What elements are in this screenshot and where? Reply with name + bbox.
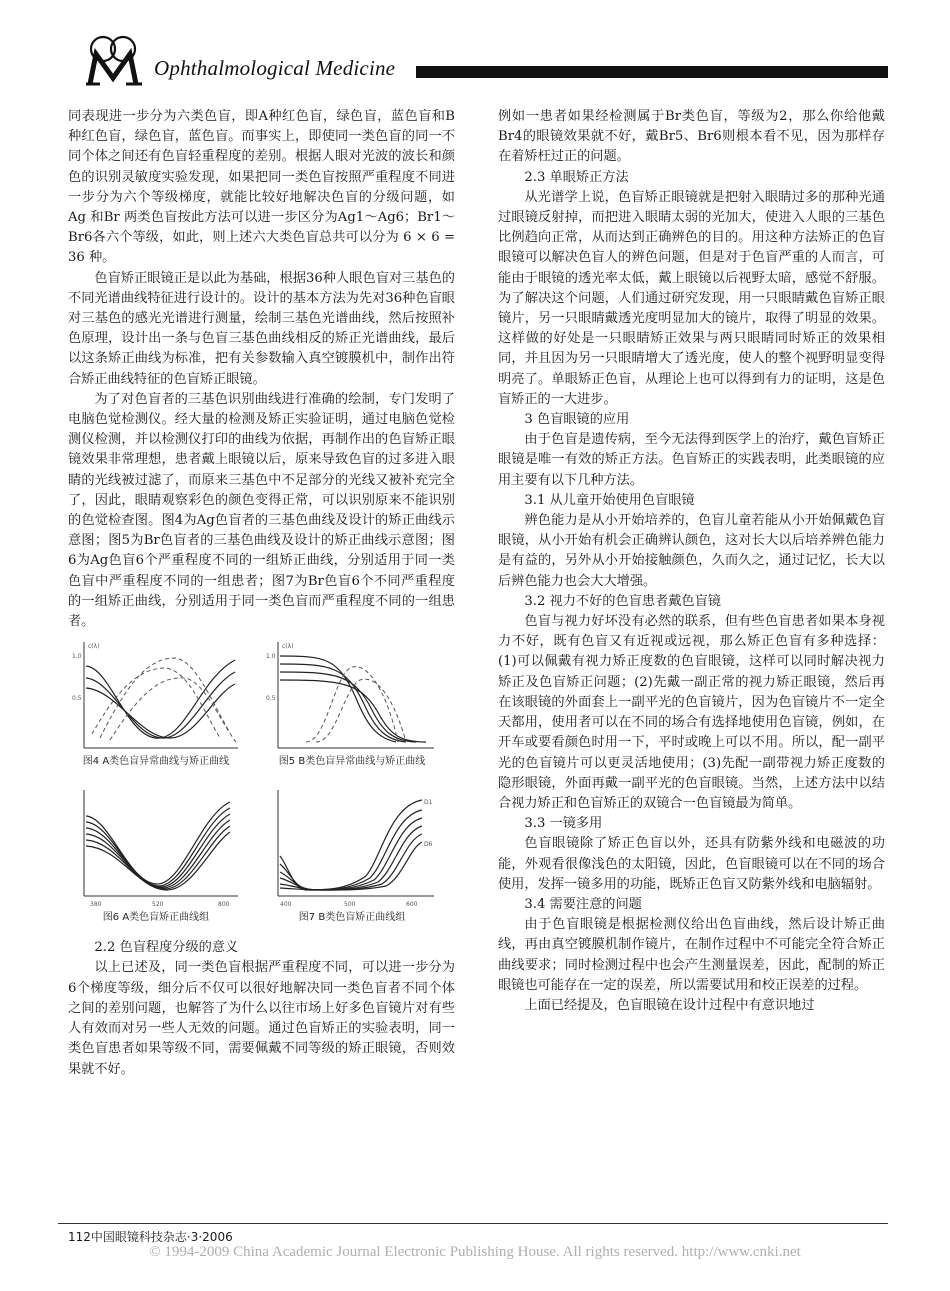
section-heading: 3.4 需要注意的问题 (524, 896, 642, 912)
section-heading: 2.2 色盲程度分级的意义 (94, 940, 239, 956)
figure-7-caption: 图7 B类色盲矫正曲线组 (298, 912, 406, 924)
svg-text:D1: D1 (424, 799, 433, 807)
svg-text:600: 600 (406, 901, 418, 909)
paragraph: 同表现进一步分为六类色盲，即A种红色盲，绿色盲，蓝色盲和B种红色盲，绿色盲，蓝色盲。而事实上，即使同一类色盲的同一不同个体之间还有色盲轻重程度的差别。根据人眼对光波的波长和颜色的识别灵敏度实验发现，如果把同一类色盲按照严重程度不同进一步分为六个等级梯度，就能比较好地解决色盲的分级问题，如Ag 和Br 两类色盲按此方法可以进一步区分为Ag1～Ag6；Br1～Br6各六个等级，如此，则上述六大类色盲总共可以分为 6 × 6 = 36 种。 (68, 109, 455, 266)
paragraph: 由于色盲眼镜是根据检测仪给出色盲曲线，然后设计矫正曲线，再由真空镀膜机制作镜片，在制作过程中不可能完全符合矫正曲线要求；同时检测过程中也会产生测量误差，因此，配制的矫正眼镜也可能存在一定的误差，所以需要试用和校正误差的过程。 (498, 917, 885, 993)
svg-text:1.0: 1.0 (266, 653, 276, 661)
svg-text:D6: D6 (424, 841, 433, 849)
paragraph: 色盲与视力好坏没有必然的联系，但有些色盲患者如果本身视力不好，既有色盲又有近视或远视，那么矫正色盲有多种选择：(1)可以佩戴有视力矫正度数的色盲眼镜，这样可以同时解决视力矫正及色盲矫正问题；(2)先戴一副正常的视力矫正眼镜，然后再在该眼镜的外面套上一副平光的色盲镜片，因为色盲镜片不一定全天都用，使用者可以在不同的场合有选择地使用色盲镜，例如，在开车或要看颜色时用一下，平时或晚上可以不用。所以，配一副平光的色盲镜片可以更灵活地使用；(3)先配一副带视力矫正度数的隐形眼镜，外面再戴一副平光的色盲眼镜。当然，上述方法中以结合视力矫正和色盲矫正的双镜合一色盲镜最为简单。 (498, 614, 885, 811)
paragraph: 以上已述及，同一类色盲根据严重程度不同，可以进一步分为6个梯度等级，细分后不仅可以很好地解决同一类色盲者不同个体之间的差别问题，也解答了为什么以往市场上好多色盲镜片对有些人有效而对另一些人无效的问题。通过色盲矫正的实验表明，同一类色盲患者如果等级不同，需要佩戴不同等级的矫正眼镜，否则效果就不好。 (68, 960, 455, 1077)
svg-text:400: 400 (280, 901, 292, 909)
svg-text:380: 380 (90, 901, 102, 909)
figure-6 (70, 786, 242, 924)
paragraph: 上面已经提及，色盲眼镜在设计过程中有意识地过 (524, 997, 815, 1013)
paragraph: 由于色盲是遗传病，至今无法得到医学上的治疗，戴色盲矫正眼镜是唯一有效的矫正方法。色盲矫正的实践表明，此类眼镜的应用主要有以下几种方法。 (498, 432, 885, 488)
journal-name: Ophthalmological Medicine (154, 56, 396, 80)
section-heading: 3.1 从儿童开始使用色盲眼镜 (524, 492, 695, 508)
paragraph: 色盲眼镜除了矫正色盲以外，还具有防紫外线和电磁波的功能，外观看很像浅色的太阳镜，因此，色盲眼镜可以在不同的场合使用，发挥一镜多用的功能，既矫正色盲又防紫外线和电脑辐射。 (498, 836, 885, 892)
paragraph: 色盲矫正眼镜正是以此为基础，根据36种人眼色盲对三基色的不同光谱曲线特征进行设计的。设计的基本方法为先对36种色盲眼对三基色的感光光谱进行测量，绘制三基色光谱曲线，然后按照补色原理，设计出一条与色盲三基色曲线相反的矫正光谱曲线，最后以这条矫正曲线为标准，把有关参数输入真空镀膜机中，制作出符合矫正曲线特征的色盲矫正眼镜。 (68, 270, 455, 387)
footer-rule (58, 1223, 888, 1224)
figure-6-plot (70, 786, 242, 912)
paragraph: 从光谱学上说，色盲矫正眼镜就是把射入眼睛过多的那种光通过眼镜反射掉，而把进入眼睛太弱的光加大，使进入人眼的三基色比例趋向正常，从而达到正确辨色的目的。用这种方法矫正的色盲眼镜可以解决色盲人的辨色问题，但是对于色盲严重的人而言，可能由于眼镜的透光率太低，戴上眼镜以后视野太暗，感觉不舒服。为了解决这个问题，人们通过研究发现，用一只眼睛戴色盲矫正眼镜片，另一只眼睛戴透光度明显加大的镜片，取得了明显的效果。这样做的好处是一只眼睛矫正效果与两只眼睛同时矫正的效果相同，并且因为另一只眼睛增大了透光度，使人的整个视野明显变得明亮了。单眼矫正色盲，从理论上也可以得到有力的证明，这是色盲矫正的一大进步。 (498, 189, 885, 407)
figure-grid (68, 638, 455, 934)
svg-text:520: 520 (152, 901, 164, 909)
page-header (58, 28, 888, 88)
section-heading: 3.3 一镜多用 (524, 816, 603, 832)
figure-5 (266, 638, 438, 768)
page-footer: 112中国眼镜科技杂志·3·2006 (68, 1230, 233, 1244)
section-heading: 3.2 视力不好的色盲患者戴色盲镜 (524, 593, 721, 609)
paragraph: 辨色能力是从小开始培养的，色盲儿童若能从小开始佩戴色盲眼镜，从小开始有机会正确辨认颜色，这对长大以后培养辨色能力是有益的，另外从小开始接触颜色，久而久之，通过记忆，长大以后辨色能力也会大大增强。 (498, 513, 885, 589)
svg-text:c(λ): c(λ) (88, 643, 100, 651)
figure-4-caption: 图4 A类色盲异常曲线与矫正曲线 (82, 756, 230, 768)
svg-text:500: 500 (344, 901, 356, 909)
paragraph: 例如一患者如果经检测属于Br类色盲，等级为2，那么你给他戴Br4的眼镜效果就不好，戴Br5、Br6则根本看不见，因为那样存在着矫枉过正的问题。 (498, 109, 885, 165)
figure-5-caption: 图5 B类色盲异常曲线与矫正曲线 (278, 756, 426, 768)
figure-7-plot (266, 786, 438, 912)
figure-6-caption: 图6 A类色盲矫正曲线组 (102, 912, 210, 924)
figure-4 (70, 638, 242, 768)
paragraph: 为了对色盲者的三基色识别曲线进行准确的绘制，专门发明了电脑色觉检测仪。经大量的检测及矫正实验证明，通过电脑色觉检测仪检测，并以检测仪打印的曲线为依据，再制作出的色盲矫正眼镜效果非常理想，患者戴上眼镜以后，原来导致色盲的过多进入眼睛的光线被过滤了，而原来三基色中不足部分的光线又被补充完全了，因此，眼睛观察彩色的颜色变得正常，可以识别原来不能识别的色觉检查图。图4为Ag色盲者的三基色曲线及设计的矫正曲线示意图；图5为Br色盲者的三基色曲线及设计的矫正曲线示意图；图6为Ag色盲6个严重程度不同的一组矫正曲线，分别适用于同一类色盲中严重程度不同的一组患者；图7为Br色盲6个不同严重程度的一组矫正曲线，分别适用于同一类色盲而严重程度不同的一组患者。 (68, 391, 455, 630)
journal-logo-icon (86, 32, 142, 86)
section-heading: 2.3 单眼矫正方法 (524, 169, 629, 185)
figure-7 (266, 786, 438, 924)
figure-4-plot (70, 638, 242, 756)
svg-text:0.5: 0.5 (266, 695, 276, 703)
header-rule (416, 66, 888, 78)
section-heading: 3 色盲眼镜的应用 (524, 412, 630, 428)
svg-text:1.0: 1.0 (72, 653, 82, 661)
left-column (68, 107, 455, 1080)
figure-5-plot (266, 638, 438, 756)
right-column (498, 107, 885, 1016)
copyright-notice: © 1994-2009 China Academic Journal Electronic Publishing House. All rights reserved. http://www.cnki.net (149, 1244, 801, 1260)
svg-text:c(λ): c(λ) (282, 643, 294, 651)
svg-text:800: 800 (218, 901, 230, 909)
svg-text:0.5: 0.5 (72, 695, 82, 703)
